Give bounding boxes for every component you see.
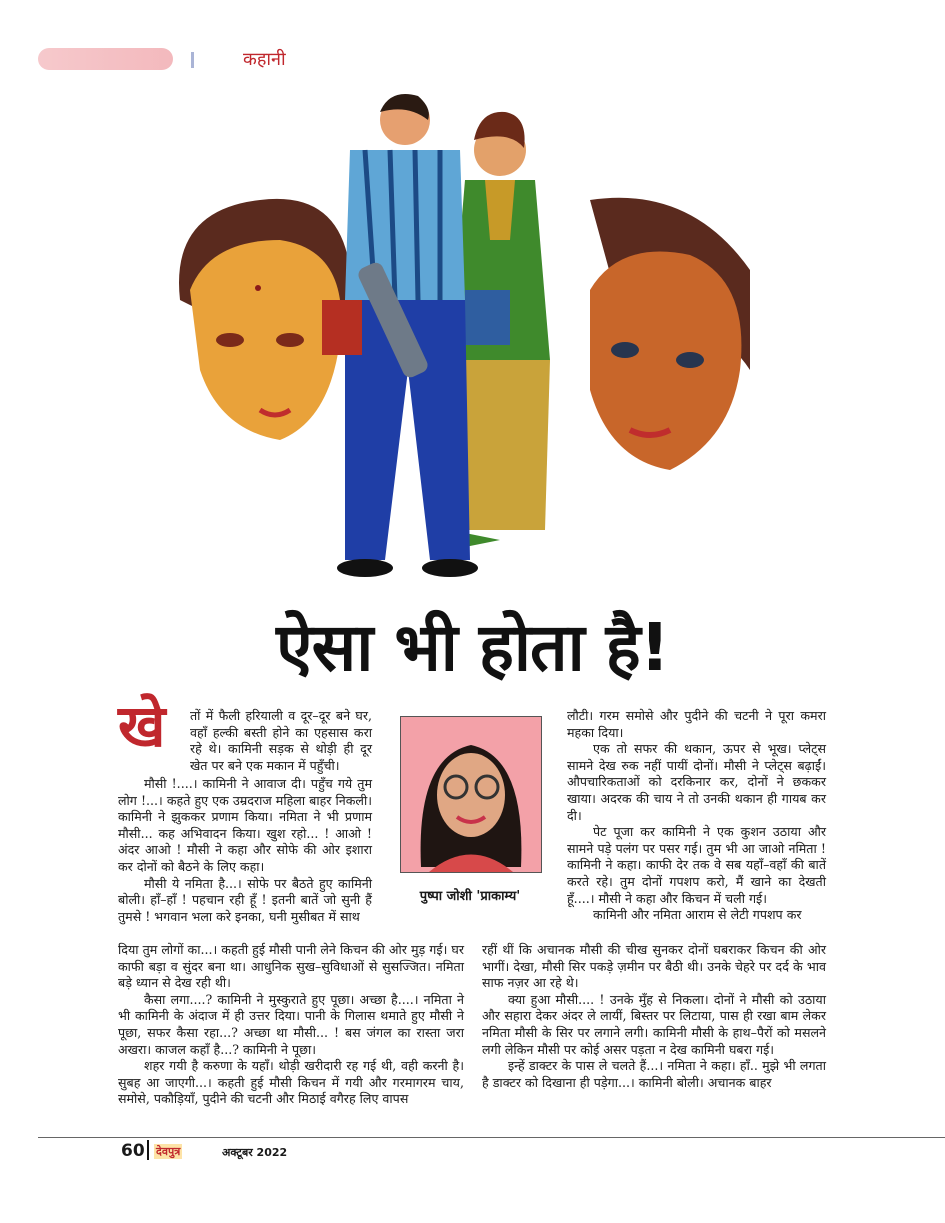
- drop-cap: खे: [118, 692, 166, 760]
- paragraph: रहीं थीं कि अचानक मौसी की चीख सुनकर दोनों घबराकर किचन की ओर भागीं। देखा, मौसी सिर पकड़े ज़मीन पर बैठी थी। उनके चेहरे पर दर्द के भाव साफ नज़र आ रहे थे।: [482, 942, 826, 991]
- paragraph: पेट पूजा कर कामिनी ने एक कुशन उठाया और सामने पड़े पलंग पर पसर गई। तुम भी आ जाओ नमिता ! कामिनी ने कहा। काफी देर तक वे सब यहाँ–वहाँ की बातें करते रहे। तुम दोनों गपशप करो, मैं खाने का देखती हूँ....। मौसी ने कहा और किचन में चली गई।: [567, 824, 826, 906]
- left-column-bottom: [118, 942, 464, 1108]
- paragraph: तों में फैली हरियाली व दूर–दूर बने घर, वहाँ हल्की बस्ती होने का एहसास करा रहे थे। कामिनी सड़क से थोड़ी ही दूर खेत पर बने एक मकान में पहुँची।: [190, 708, 372, 773]
- paragraph: कामिनी और नमिता आराम से लेटी गपशप कर: [593, 907, 802, 923]
- story-illustration: [150, 90, 790, 590]
- author-name: पुष्पा जोशी 'प्राकाम्य': [419, 889, 521, 904]
- header-pill: [38, 48, 173, 70]
- paragraph: एक तो सफर की थकान, ऊपर से भूख। प्लेट्स सामने देख रुक नहीं पायीं दोनों। मौसी ने प्लेट्स बढ़ाईं। औपचारिकताओं को दरकिनार कर, दोनों ने छककर खाया। अदरक की चाय ने तो उनकी थकान ही गायब कर दी।: [567, 741, 826, 823]
- author-photo: [400, 716, 542, 873]
- footer-divider: [147, 1140, 149, 1160]
- section-label: कहानी: [243, 49, 286, 70]
- right-column-top: [567, 708, 826, 924]
- author-portrait-icon: [401, 717, 541, 872]
- paragraph: लौटी। गरम समोसे और पुदीने की चटनी ने पूरा कमरा महका दिया।: [567, 708, 826, 740]
- paragraph: इन्हें डाक्टर के पास ले चलते हैं...। नमिता ने कहा। हाँ.. मुझे भी लगता है डाक्टर को दिखाना ही पड़ेगा...। कामिनी बोली। अचानक बाहर: [482, 1058, 826, 1090]
- magazine-logo: देवपुत्र: [156, 1145, 181, 1158]
- issue-date: अक्टूबर 2022: [222, 1146, 288, 1159]
- right-column-bottom: [482, 942, 826, 1091]
- paragraph: मौसी !....। कामिनी ने आवाज दी। पहुँच गये तुम लोग !...। कहते हुए एक उम्रदराज महिला बाहर निकली। कामिनी ने झुककर प्रणाम किया। नमिता ने भी प्रणाम मौसी... कह अभिवादन किया। खुश रहो... ! आओ ! अंदर आओ ! मौसी ने कहा और सोफे की ओर इशारा कर दोनों को बैठने के लिए कहा।: [118, 776, 372, 874]
- paragraph: शहर गयी है करुणा के यहाँ। थोड़ी खरीदारी रह गई थी, वही करनी है। सुबह आ जाएगी...। कहती हुई मौसी किचन में गयी और गरमागरम चाय, समोसे, पकौड़ियाँ, पुदीने की चटनी और मिठाई वगैरह लिए वापस: [118, 1058, 464, 1107]
- header-divider: [191, 52, 194, 68]
- boy-illustration: [322, 94, 478, 577]
- left-column-top: [190, 708, 372, 774]
- footer-rule: [38, 1137, 945, 1138]
- left-column-middle: [118, 776, 372, 925]
- page-number: 60: [121, 1141, 145, 1161]
- paragraph: दिया तुम लोगों का...। कहती हुई मौसी पानी लेने किचन की ओर मुड़ गई। घर काफी बड़ा व सुंदर बना था। आधुनिक सुख–सुविधाओं से सुसज्जित। नमिता बड़े ध्यान से देख रही थी।: [118, 942, 464, 991]
- right-face-illustration: [590, 198, 750, 470]
- paragraph: क्या हुआ मौसी.... ! उनके मुँह से निकला। दोनों ने मौसी को उठाया और सहारा देकर अंदर ले लायीं, बिस्तर पर लिटाया, पास ही रखा बाम लेकर नमिता मौसी के सिर पर लगाने लगी। कामिनी मौसी के हाथ–पैरों को मसलने लगी लेकिन मौसी पर कोई असर पड़ता न देख कामिनी घबरा गई।: [482, 991, 826, 1057]
- paragraph: कैसा लगा....? कामिनी ने मुस्कुराते हुए पूछा। अच्छा है....। नमिता ने भी कामिनी के अंदाज में ही उत्तर दिया। पानी के गिलास थमाते हुए मौसी ने पूछा, सफर कैसा रहा...? अच्छा था मौसी... ! बस जंगल का रास्ता जरा अखरा। काजल कहाँ है...? कामिनी ने पूछा।: [118, 991, 464, 1057]
- paragraph: मौसी ये नमिता है...। सोफे पर बैठते हुए कामिनी बोली। हाँ–हाँ ! पहचान रही हूँ ! इतनी बातें जो सुनी हैं तुमसे ! भगवान भला करे इनका, घनी मुसीबत में साथ: [118, 875, 372, 924]
- story-title: ऐसा भी होता है!: [276, 609, 669, 686]
